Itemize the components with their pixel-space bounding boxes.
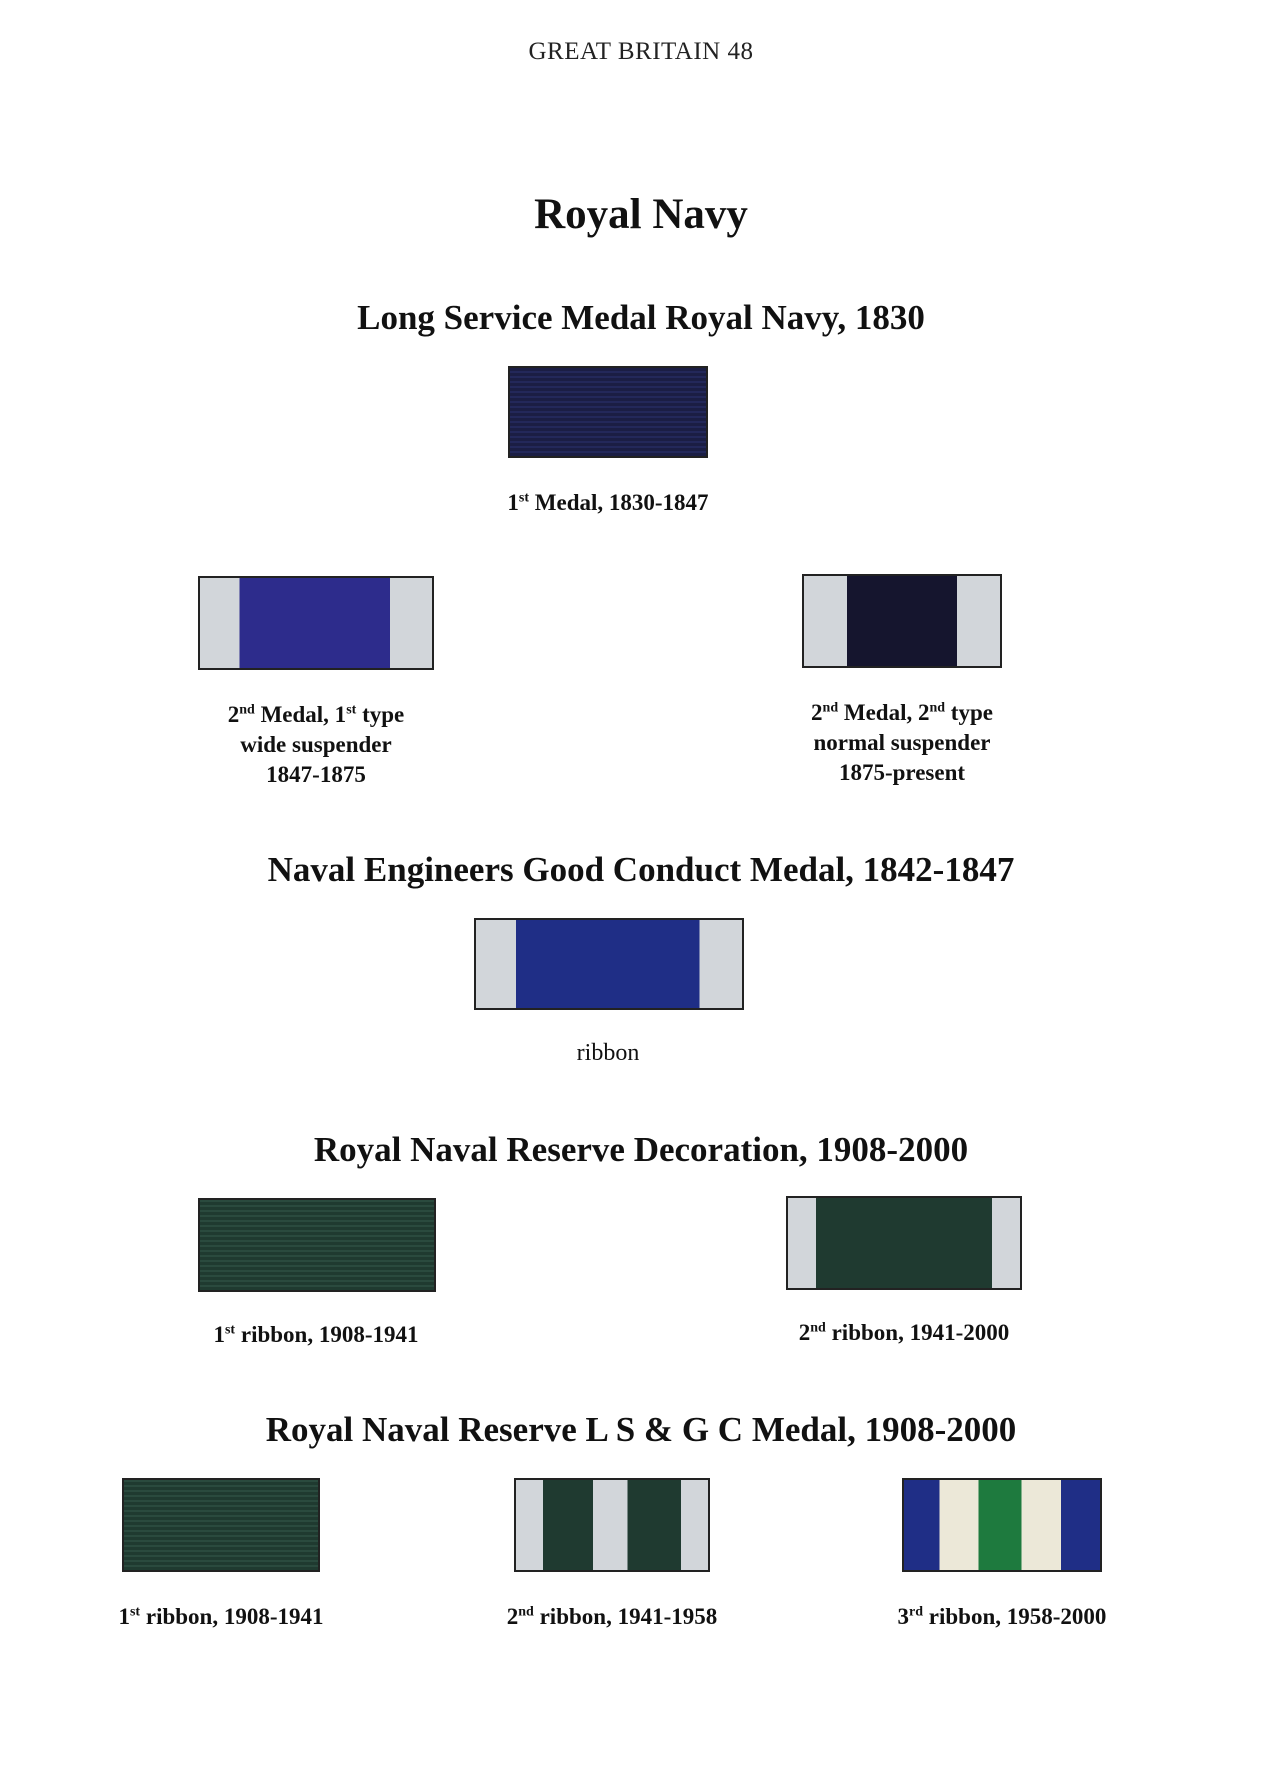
ribbon-rnr-lsgc-2nd [514,1478,710,1572]
caption-text: Medal, 1830-1847 [529,490,709,515]
caption-rnr-lsgc-3rd [852,1602,1152,1632]
section-heading-rnr-lsgc: Royal Naval Reserve L S & G C Medal, 1908-2000 [265,1410,1017,1449]
caption-sup: nd [239,702,255,718]
caption-num: 2 [227,702,240,727]
caption-text: ribbon, 1941-1958 [533,1604,718,1629]
section-heading-rnr-decoration: Royal Naval Reserve Decoration, 1908-2000 [313,1130,969,1169]
ribbon-naval-engineers [474,918,744,1010]
caption-num: 3 [897,1604,910,1629]
caption-text: ribbon, 1908-1941 [235,1322,419,1347]
ribbon-lsm-1st-medal [508,366,708,458]
caption-text: type [945,700,993,725]
section-heading-naval-engineers: Naval Engineers Good Conduct Medal, 1842-1847 [267,850,1015,889]
caption-text: type [356,702,405,727]
caption-sup: nd [810,1320,826,1336]
caption-line: 1847-1875 [266,762,366,787]
caption-text: ribbon, 1958-2000 [923,1604,1107,1629]
caption-naval-engineers: ribbon [576,1040,640,1066]
caption-num: 2 [811,700,823,725]
caption-text: ribbon, 1941-2000 [825,1320,1010,1345]
caption-rnr-decoration-1st [166,1320,466,1350]
caption-lsm-2nd-medal-2nd-type [752,698,1052,788]
caption-sup: st [518,490,530,506]
ribbon-rnr-lsgc-1st [122,1478,320,1572]
caption-text: Medal, 2 [838,700,930,725]
caption-sup: st [129,1604,141,1620]
caption-lsm-2nd-medal-1st-type [166,700,466,790]
ribbon-rnr-lsgc-3rd [902,1478,1102,1572]
caption-line [166,700,466,730]
ribbon-rnr-decoration-1st [198,1198,436,1292]
caption-num: 1 [213,1322,225,1347]
section-heading-long-service: Long Service Medal Royal Navy, 1830 [357,298,925,337]
caption-num: 1 [118,1604,130,1629]
caption-line: 1875-present [838,760,966,785]
page-title: Royal Navy [534,191,748,238]
caption-text: Medal, 1 [254,702,347,727]
caption-num: 1 [507,490,519,515]
caption-rnr-lsgc-2nd [462,1602,762,1632]
ribbon-lsm-2nd-medal-1st-type [198,576,434,670]
page-header: GREAT BRITAIN 48 [528,38,754,65]
caption-sup: nd [518,1604,534,1620]
caption-text: ribbon, 1908-1941 [140,1604,324,1629]
caption-sup: nd [929,700,946,716]
caption-num: 2 [506,1604,519,1629]
caption-lsm-1st-medal [408,488,808,518]
ribbon-rnr-decoration-2nd [786,1196,1022,1290]
ribbon-lsm-2nd-medal-2nd-type [802,574,1002,668]
caption-line [752,698,1052,728]
caption-line: normal suspender [813,730,991,755]
caption-sup: nd [822,700,839,716]
caption-rnr-lsgc-1st [71,1602,371,1632]
caption-line: wide suspender [240,732,392,757]
caption-sup: rd [909,1604,924,1620]
caption-rnr-decoration-2nd [754,1318,1054,1348]
caption-num: 2 [798,1320,811,1345]
caption-sup: st [224,1322,236,1338]
caption-sup: st [346,702,357,718]
